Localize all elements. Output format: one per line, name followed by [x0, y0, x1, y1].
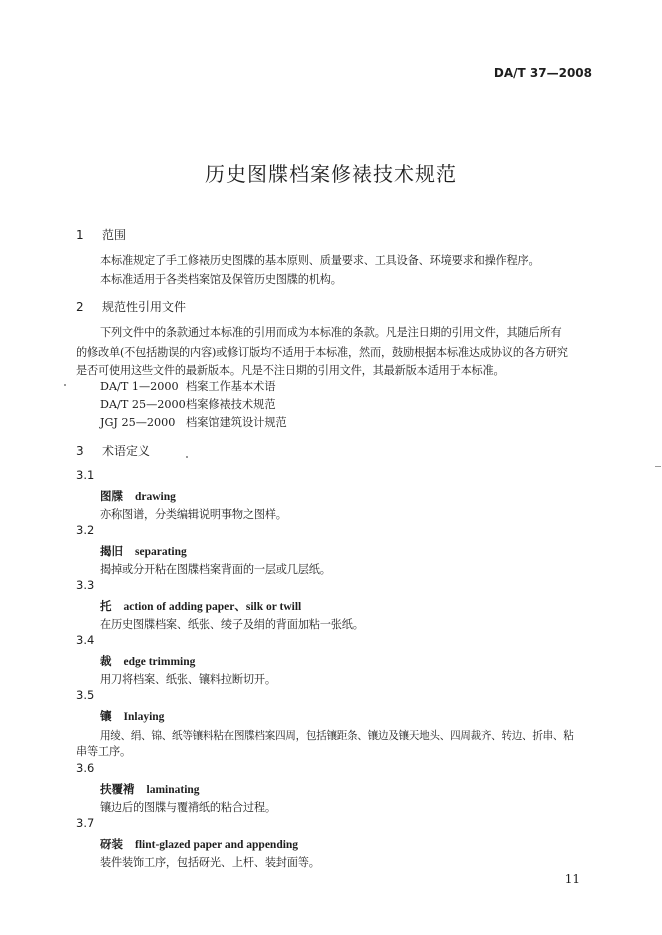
term-english: laminating: [146, 784, 200, 796]
term-heading: [100, 836, 298, 852]
term-heading: [100, 708, 164, 724]
section-2-heading: [76, 298, 186, 315]
reference-code: DA/T 25—2000: [100, 398, 186, 411]
term-chinese: 镶: [100, 709, 112, 723]
reference-title: 档案修裱技术规范: [186, 398, 276, 411]
section-3-number: 3: [76, 444, 84, 458]
term-english: action of adding paper、silk or twill: [123, 601, 302, 613]
term-definition: 亦称图谱，分类编辑说明事物之图样。: [100, 508, 287, 521]
term-chinese: 裁: [100, 654, 112, 668]
page-title: 历史图牒档案修裱技术规范: [205, 162, 457, 186]
section-1-paragraph-1: 本标准规定了手工修裱历史图牒的基本原则、质量要求、工具设备、环境要求和操作程序。: [100, 254, 540, 267]
term-number: 3.3: [76, 578, 95, 592]
term-english: flint-glazed paper and appending: [135, 839, 299, 851]
section-1-title: 范围: [102, 228, 127, 242]
term-chinese: 托: [100, 599, 112, 613]
term-definition-line-2: 串等工序。: [76, 745, 131, 758]
term-heading: [100, 781, 200, 797]
term-definition: 装件装饰工序，包括砑光、上杆、装封面等。: [100, 856, 320, 869]
scan-edge-mark: [655, 466, 661, 467]
section-1-heading: [76, 226, 126, 243]
section-2-paragraph-line-1: 下列文件中的条款通过本标准的引用而成为本标准的条款。凡是注日期的引用文件，其随后所有: [100, 326, 562, 339]
term-heading: [100, 488, 176, 504]
term-number: 3.2: [76, 523, 95, 537]
term-chinese: 扶覆褙: [100, 782, 135, 796]
normative-reference: [100, 396, 276, 412]
term-english: drawing: [135, 491, 176, 503]
document-number: DA/T 37—2008: [493, 66, 592, 80]
term-number: 3.1: [76, 468, 95, 482]
section-2-title: 规范性引用文件: [102, 300, 187, 314]
term-chinese: 砑装: [100, 837, 123, 851]
term-heading: [100, 653, 195, 669]
term-heading: [100, 543, 187, 559]
scan-speck: [64, 384, 66, 386]
section-3-heading: [76, 442, 150, 459]
section-2-paragraph-line-3: 是否可使用这些文件的最新版本。凡是不注日期的引用文件，其最新版本适用于本标准。: [76, 364, 505, 377]
term-definition: 在历史图牒档案、纸张、绫子及绢的背面加粘一张纸。: [100, 618, 364, 631]
term-definition: 镶边后的图牒与覆褙纸的粘合过程。: [100, 801, 276, 814]
term-number: 3.7: [76, 816, 95, 830]
term-english: edge trimming: [123, 656, 196, 668]
scan-speck: [186, 456, 188, 458]
page-number: 11: [564, 872, 580, 886]
reference-code: JGJ 25—2000: [100, 416, 176, 429]
term-chinese: 图牒: [100, 489, 123, 503]
term-english: separating: [135, 546, 187, 558]
section-2-number: 2: [76, 300, 84, 314]
section-1-paragraph-2: 本标准适用于各类档案馆及保管历史图牒的机构。: [100, 273, 342, 286]
reference-code: DA/T 1—2000: [100, 380, 179, 393]
reference-title: 档案馆建筑设计规范: [186, 416, 287, 429]
term-definition: 揭掉或分开粘在图牒档案背面的一层或几层纸。: [100, 563, 331, 576]
term-number: 3.4: [76, 633, 95, 647]
term-number: 3.6: [76, 761, 95, 775]
normative-reference: [100, 378, 276, 394]
section-1-number: 1: [76, 228, 84, 242]
normative-reference: [100, 414, 287, 430]
term-number: 3.5: [76, 688, 95, 702]
term-english: Inlaying: [123, 711, 165, 723]
reference-title: 档案工作基本术语: [186, 380, 276, 393]
term-heading: [100, 598, 301, 614]
term-chinese: 揭旧: [100, 544, 123, 558]
section-2-paragraph-line-2: 的修改单(不包括勘误的内容)或修订版均不适用于本标准，然而，鼓励根据本标准达成协议的各方研究: [76, 346, 568, 359]
section-3-title: 术语定义: [102, 444, 151, 458]
term-definition: 用刀将档案、纸张、镶料拉断切开。: [100, 673, 276, 686]
term-definition-line-1: 用绫、绢、锦、纸等镶料粘在图牒档案四周，包括镶距条、镶边及镶天地头、四周裁齐、转边、折串、粘: [100, 730, 574, 742]
